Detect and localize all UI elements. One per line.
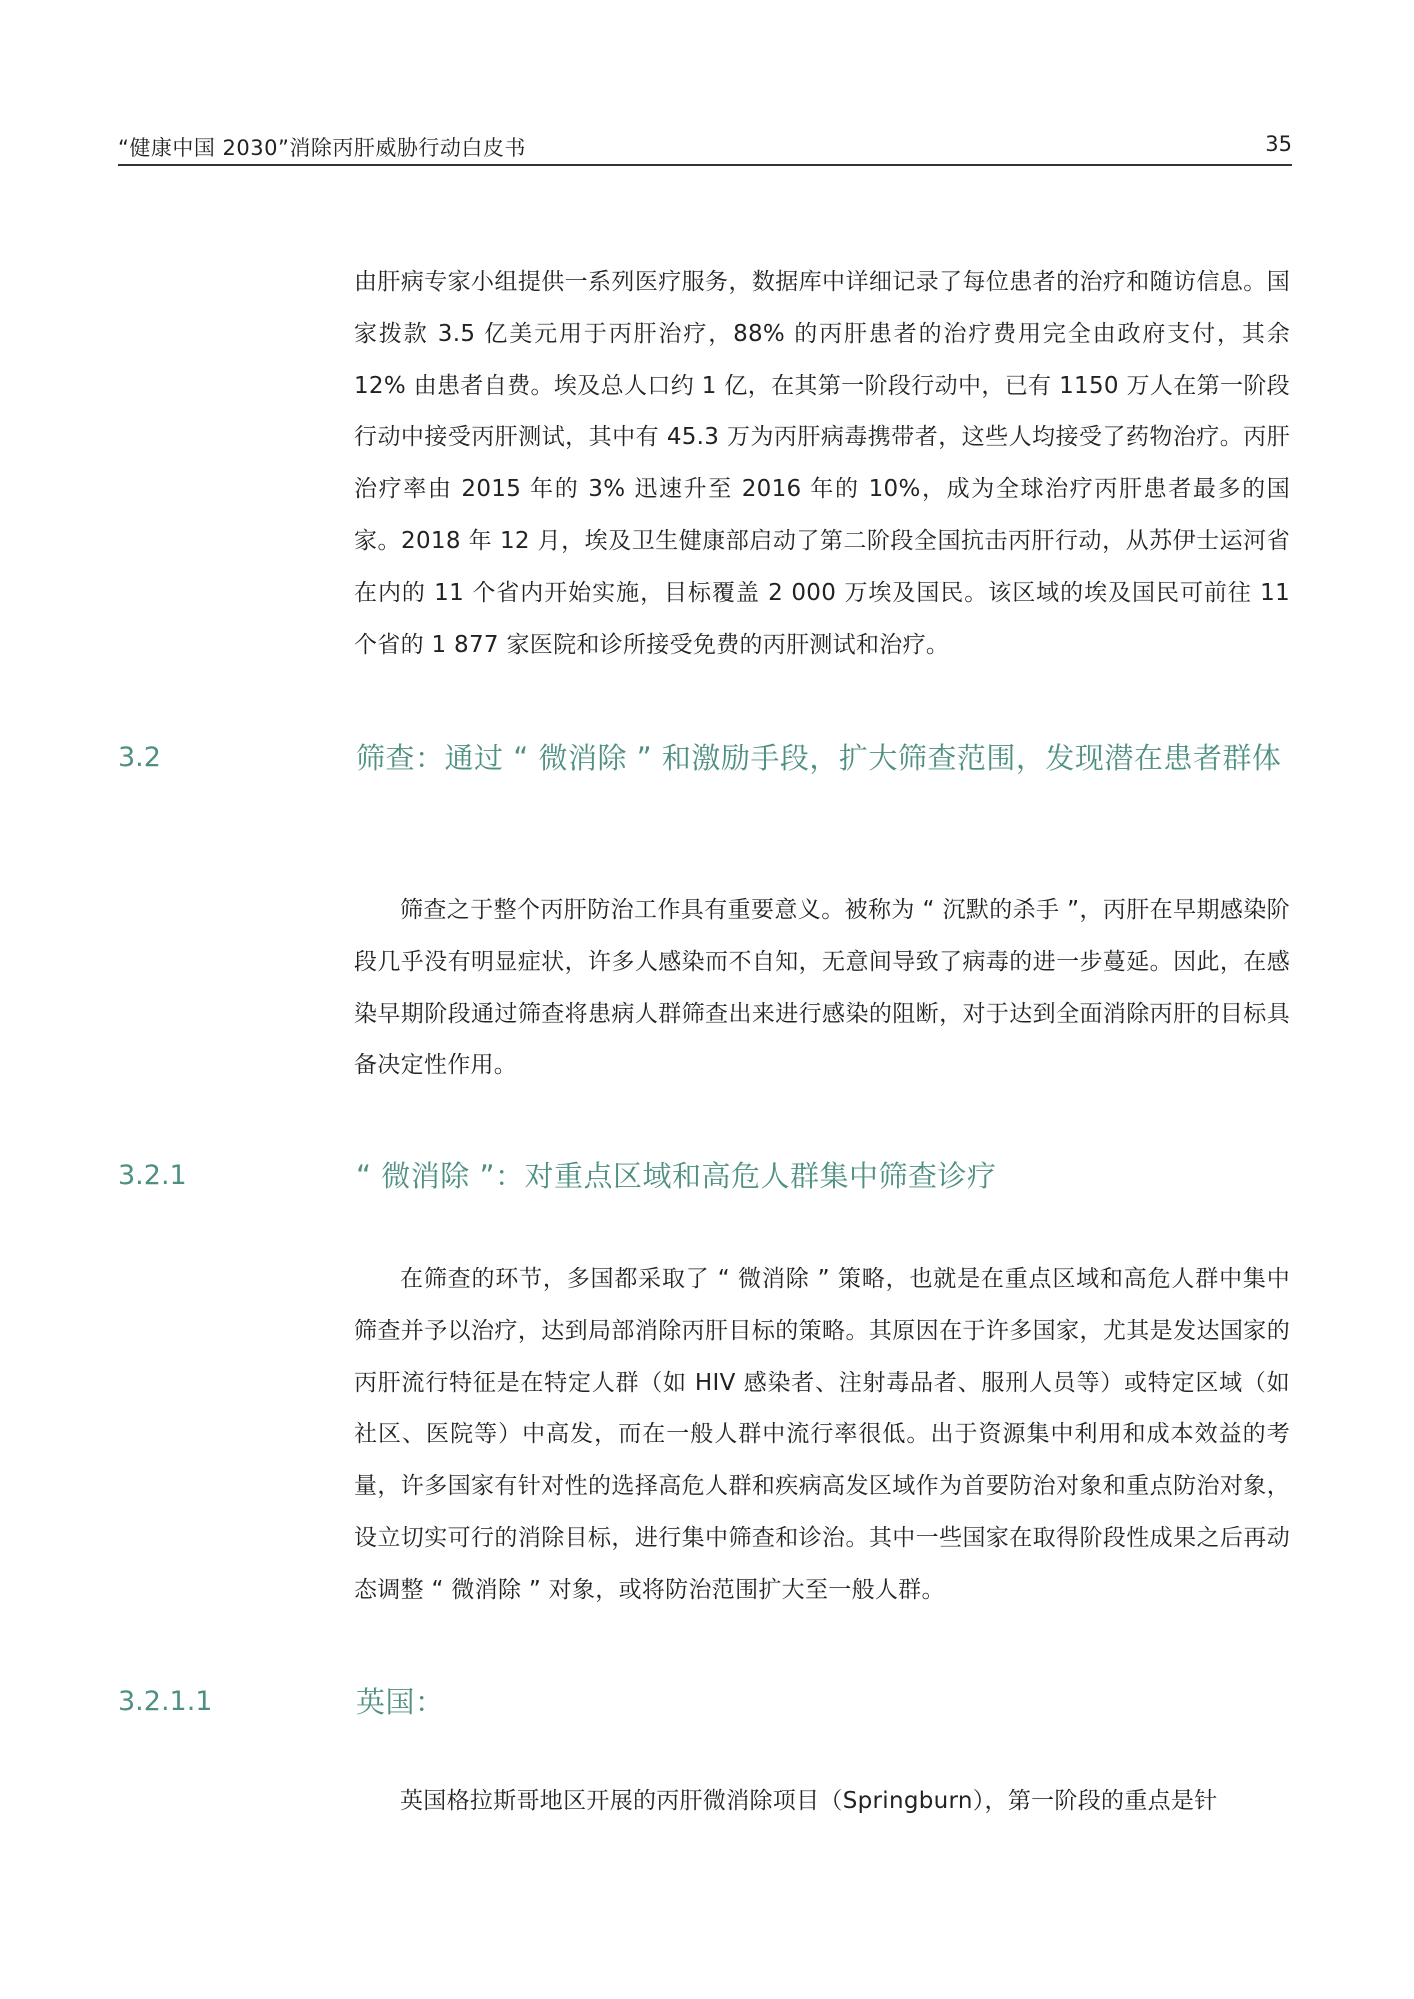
body-paragraph-3: 在筛查的环节，多国都采取了 “ 微消除 ” 策略，也就是在重点区域和高危人群中集中筛查并予以治疗，达到局部消除丙肝目标的策略。其原因在于许多国家，尤其是发达国家的丙肝流行特征是在特定人群（如 HIV 感染者、注射毒品者、服刑人员等）或特定区域（如社区、医院等）中高发，而在一般人群中流行率很低。出于资源集中利用和成本效益的考量，许多国家有针对性的选择高危人群和疾病高发区域作为首要防治对象和重点防治对象，设立切实可行的消除目标，进行集中筛查和诊治。其中一些国家在取得阶段性成果之后再动态调整 “ 微消除 ” 对象，或将防治范围扩大至一般人群。 [354, 1266, 1290, 1603]
section-title-3-2: 筛查：通过 “ 微消除 ” 和激励手段，扩大筛查范围，发现潜在患者群体 [356, 741, 1282, 775]
body-paragraph-2: 筛查之于整个丙肝防治工作具有重要意义。被称为 “ 沉默的杀手 ”，丙肝在早期感染阶段几乎没有明显症状，许多人感染而不自知，无意间导致了病毒的进一步蔓延。因此，在感染早期阶段通过筛查将患病人群筛查出来进行感染的阻断，对于达到全面消除丙肝的目标具备决定性作用。 [354, 897, 1290, 1079]
body-paragraph-4: 英国格拉斯哥地区开展的丙肝微消除项目（Springburn），第一阶段的重点是针 [400, 1788, 1218, 1814]
document-title: “健康中国 2030”消除丙肝威胁行动白皮书 [118, 136, 526, 160]
section-number-3-2: 3.2 [118, 742, 161, 773]
section-number-3-2-1-1: 3.2.1.1 [118, 1686, 213, 1717]
section-title-3-2-1: “ 微消除 ”：对重点区域和高危人群集中筛查诊疗 [356, 1159, 997, 1193]
section-number-3-2-1: 3.2.1 [118, 1160, 187, 1191]
section-title-3-2-1-1: 英国： [356, 1685, 445, 1719]
page-number: 35 [1265, 132, 1292, 156]
page-header [118, 128, 1292, 166]
body-paragraph-1: 由肝病专家小组提供一系列医疗服务，数据库中详细记录了每位患者的治疗和随访信息。国家拨款 3.5 亿美元用于丙肝治疗，88% 的丙肝患者的治疗费用完全由政府支付，其余 12% 由患者自费。埃及总人口约 1 亿，在其第一阶段行动中，已有 1150 万人在第一阶段行动中接受丙肝测试，其中有 45.3 万为丙肝病毒携带者，这些人均接受了药物治疗。丙肝治疗率由 2015 年的 3% 迅速升至 2016 年的 10%，成为全球治疗丙肝患者最多的国家。2018 年 12 月，埃及卫生健康部启动了第二阶段全国抗击丙肝行动，从苏伊士运河省在内的 11 个省内开始实施，目标覆盖 2 000 万埃及国民。该区域的埃及国民可前往 11 个省的 1 877 家医院和诊所接受免费的丙肝测试和治疗。 [354, 269, 1290, 658]
